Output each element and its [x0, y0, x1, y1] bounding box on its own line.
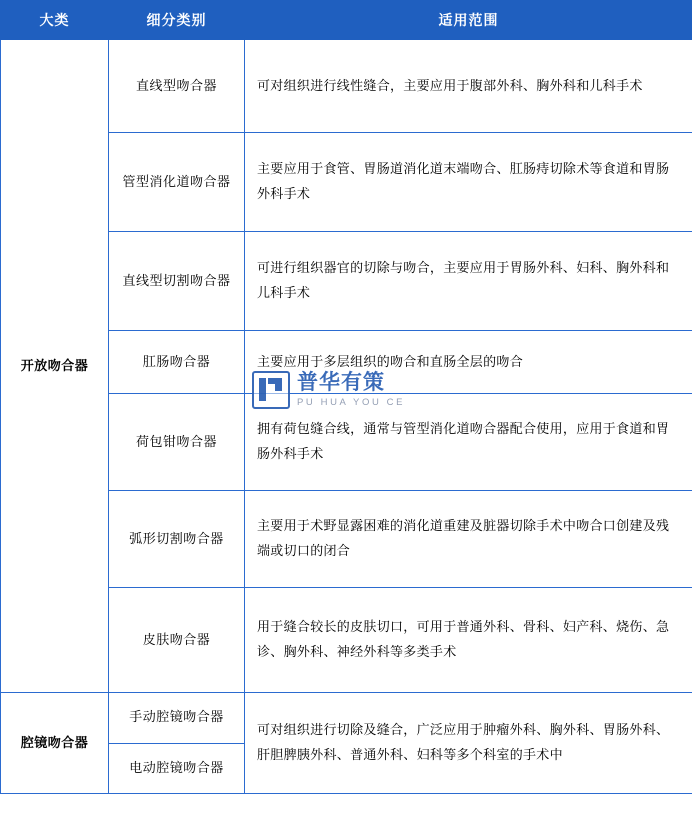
subcategory-cell: 管型消化道吻合器: [109, 133, 245, 232]
column-header-scope: 适用范围: [245, 1, 692, 40]
scope-cell: 主要应用于食管、胃肠道消化道末端吻合、肛肠痔切除术等食道和胃肠外科手术: [245, 133, 692, 232]
scope-cell: 主要应用于多层组织的吻合和直肠全层的吻合: [245, 331, 692, 394]
scope-cell: 可进行组织器官的切除与吻合，主要应用于胃肠外科、妇科、胸外科和儿科手术: [245, 232, 692, 331]
subcategory-cell: 肛肠吻合器: [109, 331, 245, 394]
table-row: [1, 40, 692, 133]
scope-cell: 主要用于术野显露困难的消化道重建及脏器切除手术中吻合口创建及残端或切口的闭合: [245, 491, 692, 588]
column-header-category: 大类: [1, 1, 109, 40]
scope-cell: 拥有荷包缝合线，通常与管型消化道吻合器配合使用，应用于食道和胃肠外科手术: [245, 394, 692, 491]
scope-cell: 可对组织进行切除及缝合，广泛应用于肿瘤外科、胸外科、胃肠外科、肝胆脾胰外科、普通外科、妇科等多个科室的手术中: [245, 693, 692, 794]
scope-cell: 可对组织进行线性缝合，主要应用于腹部外科、胸外科和儿科手术: [245, 40, 692, 133]
scope-cell: 用于缝合较长的皮肤切口，可用于普通外科、骨科、妇产科、烧伤、急诊、胸外科、神经外科等多类手术: [245, 588, 692, 693]
subcategory-cell: 直线型切割吻合器: [109, 232, 245, 331]
subcategory-cell: 荷包钳吻合器: [109, 394, 245, 491]
subcategory-cell: 直线型吻合器: [109, 40, 245, 133]
table-header-row: [1, 1, 692, 40]
table-row: [1, 693, 692, 744]
watermark-pinyin: PU HUA YOU CE: [297, 396, 406, 408]
category-cell-laparoscopic-stapler: 腔镜吻合器: [1, 693, 109, 794]
watermark-chinese-name: 普华有策: [297, 371, 385, 395]
category-cell-open-stapler: 开放吻合器: [1, 40, 109, 693]
subcategory-cell: 电动腔镜吻合器: [109, 743, 245, 794]
subcategory-cell: 手动腔镜吻合器: [109, 693, 245, 744]
subcategory-cell: 弧形切割吻合器: [109, 491, 245, 588]
column-header-subcategory: 细分类别: [109, 1, 245, 40]
subcategory-cell: 皮肤吻合器: [109, 588, 245, 693]
